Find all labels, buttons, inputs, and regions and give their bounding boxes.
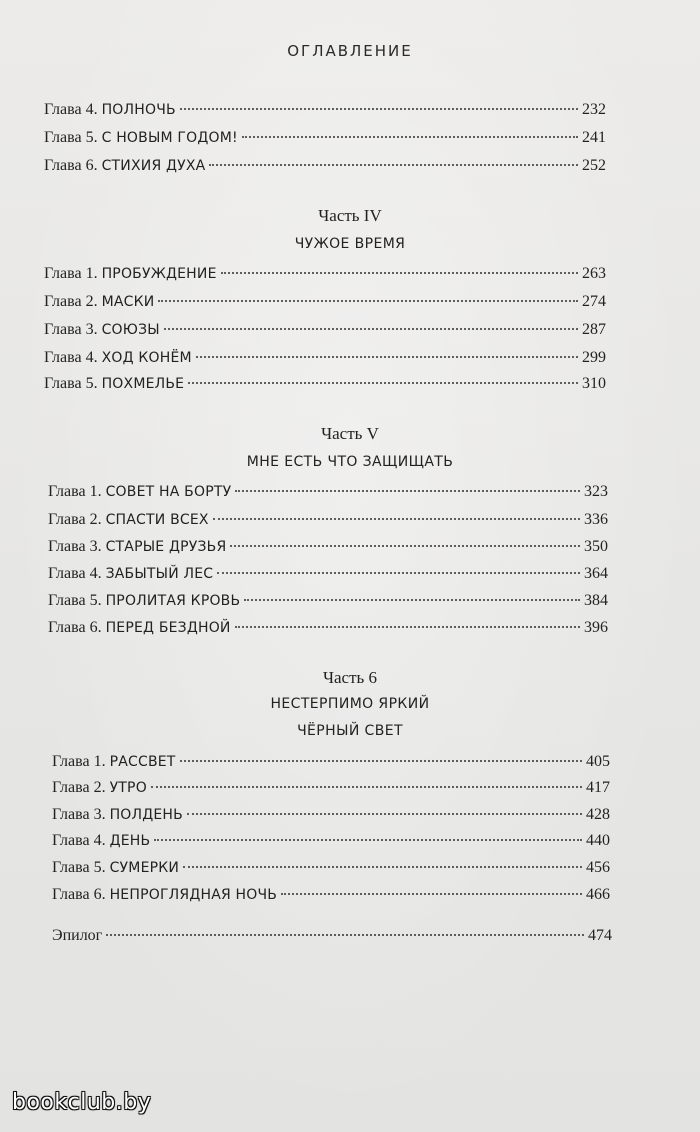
dot-leader (180, 760, 582, 762)
chapter-prefix: Глава 2. (44, 293, 98, 310)
toc-entry-label (48, 562, 213, 586)
part-title: Часть 6 (322, 668, 378, 687)
toc-entry (44, 98, 606, 122)
chapter-title: ДЕНЬ (109, 833, 151, 849)
chapter-prefix: Глава 6. (52, 886, 106, 903)
toc-entry-label (52, 883, 277, 907)
toc-entry-label (48, 589, 240, 613)
toc-entry-label (52, 776, 147, 800)
site-watermark: bookclub.by (12, 1090, 152, 1115)
page-number: 310 (582, 375, 606, 392)
dot-leader (151, 786, 582, 788)
toc-entry (48, 562, 608, 586)
toc-entry-label (44, 98, 176, 122)
chapter-prefix: Глава 4. (44, 101, 98, 118)
chapter-title: СПАСТИ ВСЕХ (105, 512, 209, 528)
toc-entry (48, 616, 608, 640)
dot-leader (180, 108, 578, 110)
dot-leader (154, 839, 582, 841)
chapter-prefix: Глава 2. (48, 511, 102, 528)
part-title: Часть IV (318, 206, 382, 225)
chapter-title: ЗАБЫТЫЙ ЛЕС (105, 566, 214, 582)
chapter-prefix: Глава 6. (48, 619, 102, 636)
chapter-title: СОВЕТ НА БОРТУ (105, 484, 232, 500)
part-subtitle: НЕСТЕРПИМО ЯРКИЙ (270, 696, 430, 712)
chapter-title: ХОД КОНЁМ (101, 350, 192, 366)
chapter-prefix: Эпилог (52, 927, 103, 944)
page-number: 336 (584, 511, 608, 528)
toc-entry-label (44, 318, 160, 342)
chapter-title: РАССВЕТ (109, 754, 176, 770)
toc-entry-label (48, 508, 209, 532)
chapter-title: МАСКИ (101, 294, 155, 310)
toc-entry (52, 803, 610, 827)
toc-entry (52, 856, 610, 880)
toc-entry-label (52, 856, 179, 880)
dot-leader (242, 136, 578, 138)
dot-leader (221, 272, 578, 274)
toc-entry-label (52, 750, 176, 774)
toc-entry-label (48, 616, 231, 640)
toc-entry (48, 535, 608, 559)
chapter-prefix: Глава 5. (44, 375, 98, 392)
part-subtitle: МНЕ ЕСТЬ ЧТО ЗАЩИЩАТЬ (246, 454, 454, 470)
toc-entry (44, 126, 606, 150)
dot-leader (196, 356, 578, 358)
page-number: 263 (582, 265, 606, 282)
chapter-title: УТРО (109, 780, 147, 796)
toc-entry (52, 750, 610, 774)
chapter-title: ПРОБУЖДЕНИЕ (101, 266, 217, 282)
chapter-title: ПЕРЕД БЕЗДНОЙ (105, 620, 231, 636)
chapter-title: СОЮЗЫ (101, 322, 160, 338)
dot-leader (217, 572, 580, 574)
toc-entry-label (44, 154, 205, 178)
chapter-prefix: Глава 2. (52, 779, 106, 796)
toc-entry-label (52, 803, 183, 827)
chapter-title: СУМЕРКИ (109, 860, 180, 876)
page-number: 428 (586, 806, 610, 823)
toc-entry (52, 829, 610, 853)
toc-entry-label (48, 480, 231, 504)
toc-entry (44, 318, 606, 342)
page-number: 405 (586, 753, 610, 770)
chapter-prefix: Глава 1. (48, 483, 102, 500)
chapter-prefix: Глава 1. (52, 753, 106, 770)
page-number: 474 (588, 927, 612, 944)
page-number: 364 (584, 565, 608, 582)
page-number: 466 (586, 886, 610, 903)
toc-entry (44, 154, 606, 178)
page-number: 241 (582, 129, 606, 146)
dot-leader (230, 545, 580, 547)
page-number: 440 (586, 832, 610, 849)
chapter-prefix: Глава 1. (44, 265, 98, 282)
dot-leader (281, 893, 582, 895)
toc-entry-label (44, 126, 238, 150)
chapter-title: НЕПРОГЛЯДНАЯ НОЧЬ (109, 887, 278, 903)
page-number: 417 (586, 779, 610, 796)
chapter-title: ПОЛДЕНЬ (109, 807, 183, 823)
chapter-prefix: Глава 3. (48, 538, 102, 555)
page-number: 299 (582, 349, 606, 366)
dot-leader (183, 866, 582, 868)
toc-entry (44, 372, 606, 396)
chapter-prefix: Глава 3. (52, 806, 106, 823)
page-number: 274 (582, 293, 606, 310)
page-number: 350 (584, 538, 608, 555)
dot-leader (244, 599, 580, 601)
page-heading: ОГЛАВЛЕНИЕ (287, 42, 413, 60)
page-number: 252 (582, 157, 606, 174)
dot-leader (187, 813, 582, 815)
chapter-prefix: Глава 4. (52, 832, 106, 849)
part-subtitle: ЧЁРНЫЙ СВЕТ (297, 723, 403, 739)
dot-leader (235, 626, 580, 628)
toc-entry-label (52, 829, 150, 853)
chapter-prefix: Глава 3. (44, 321, 98, 338)
toc-entry (44, 262, 606, 286)
chapter-title: ПРОЛИТАЯ КРОВЬ (105, 593, 241, 609)
toc-entry (44, 290, 606, 314)
toc-entry-label (44, 262, 217, 286)
chapter-prefix: Глава 5. (52, 859, 106, 876)
chapter-prefix: Глава 5. (48, 592, 102, 609)
chapter-title: СТИХИЯ ДУХА (101, 158, 206, 174)
page-number: 287 (582, 321, 606, 338)
toc-entry-epilogue (52, 924, 612, 948)
dot-leader (209, 164, 578, 166)
chapter-title: С НОВЫМ ГОДОМ! (101, 130, 238, 146)
chapter-prefix: Глава 4. (48, 565, 102, 582)
chapter-prefix: Глава 6. (44, 157, 98, 174)
part-subtitle: ЧУЖОЕ ВРЕМЯ (294, 236, 406, 252)
chapter-title: ПОЛНОЧЬ (101, 102, 176, 118)
toc-entry-label (44, 290, 154, 314)
chapter-prefix: Глава 4. (44, 349, 98, 366)
page-number: 323 (584, 483, 608, 500)
dot-leader (164, 328, 578, 330)
toc-entry (52, 776, 610, 800)
toc-entry-label (52, 924, 102, 948)
page-number: 396 (584, 619, 608, 636)
chapter-title: СТАРЫЕ ДРУЗЬЯ (105, 539, 227, 555)
toc-entry-label (44, 346, 192, 370)
toc-entry (48, 480, 608, 504)
dot-leader (158, 300, 578, 302)
part-title: Часть V (321, 424, 379, 443)
dot-leader (235, 490, 580, 492)
page-number: 232 (582, 101, 606, 118)
toc-entry (44, 346, 606, 370)
dot-leader (106, 934, 584, 936)
toc-entry (48, 589, 608, 613)
dot-leader (213, 518, 580, 520)
toc-entry (48, 508, 608, 532)
page-number: 384 (584, 592, 608, 609)
page-number: 456 (586, 859, 610, 876)
toc-entry (52, 883, 610, 907)
toc-entry-label (44, 372, 184, 396)
chapter-prefix: Глава 5. (44, 129, 98, 146)
dot-leader (188, 382, 578, 384)
toc-entry-label (48, 535, 226, 559)
chapter-title: ПОХМЕЛЬЕ (101, 376, 185, 392)
